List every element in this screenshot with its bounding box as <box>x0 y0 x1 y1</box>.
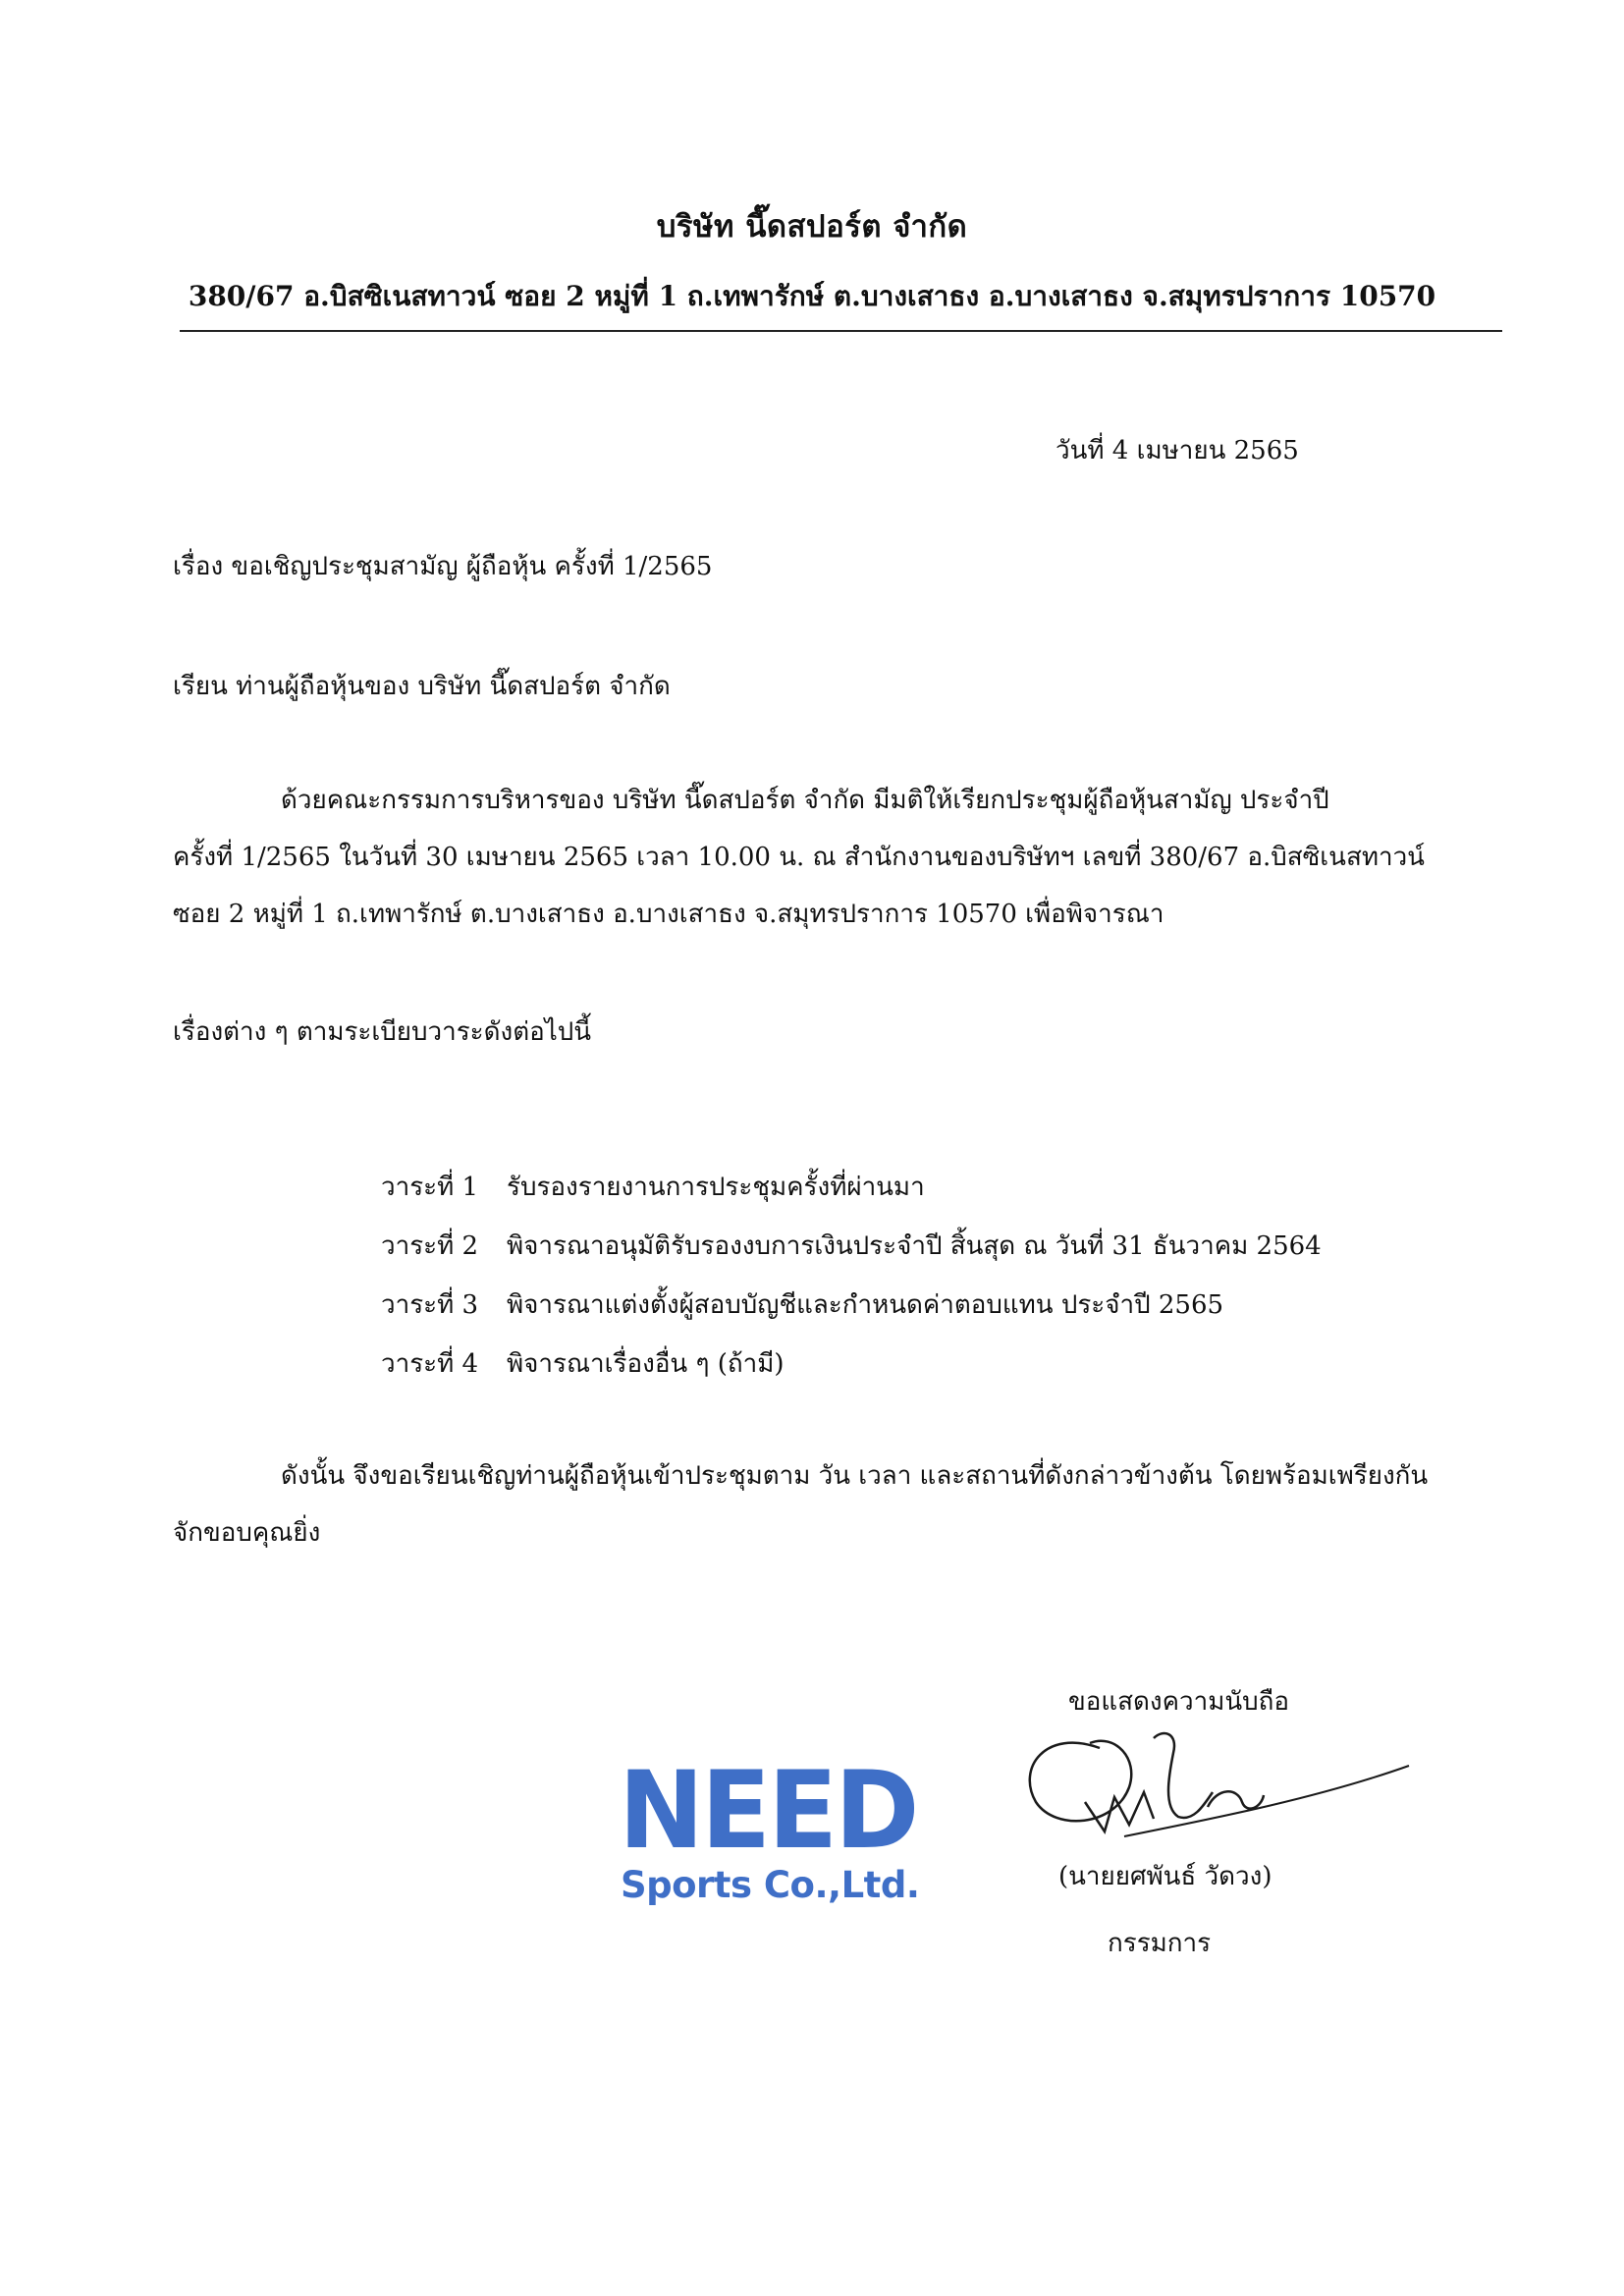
agenda-item-text: พิจารณาแต่งตั้งผู้สอบบัญชีและกำหนดค่าตอบแทน ประจำปี 2565 <box>507 1289 1224 1320</box>
body-line: ครั้งที่ 1/2565 ในวันที่ 30 เมษายน 2565 เวลา 10.00 น. ณ สำนักงานของบริษัทฯ เลขที่ 380/67 อ.บิสซิเนสทาวน์ <box>173 843 1425 872</box>
body-line: ซอย 2 หมู่ที่ 1 ถ.เทพารักษ์ ต.บางเสาธง อ.บางเสาธง จ.สมุทรปราการ 10570 เพื่อพิจารณา <box>173 900 1164 929</box>
agenda-item <box>381 1334 1322 1393</box>
agenda-item-text: พิจารณาอนุมัติรับรองงบการเงินประจำปี สิ้นสุด ณ วันที่ 31 ธันวาคม 2564 <box>507 1230 1322 1261</box>
closing-paragraph <box>173 1448 1498 1561</box>
body-line: ด้วยคณะกรรมการบริหารของ บริษัท นี๊ดสปอร์ต จำกัด มีมติให้เรียกประชุมผู้ถือหุ้นสามัญ ประจำปี <box>281 786 1329 815</box>
signer-name: (นายยศพันธ์ วัดวง) <box>1058 1862 1272 1891</box>
body-paragraph <box>173 772 1498 943</box>
company-address: 380/67 อ.บิสซิเนสทาวน์ ซอย 2 หมู่ที่ 1 ถ.เทพารักษ์ ต.บางเสาธง อ.บางเสาธง จ.สมุทรปราการ 10570 <box>188 280 1436 312</box>
header-divider <box>180 330 1502 332</box>
agenda-intro: เรื่องต่าง ๆ ตามระเบียบวาระดังต่อไปนี้ <box>173 1017 592 1047</box>
closing-line: จักขอบคุณยิ่ง <box>173 1518 321 1548</box>
logo-subtitle: Sports Co.,Ltd. <box>621 1864 920 1906</box>
agenda-item-text: พิจารณาเรื่องอื่น ๆ (ถ้ามี) <box>507 1348 785 1379</box>
agenda-list <box>381 1157 1322 1393</box>
agenda-item <box>381 1275 1322 1334</box>
logo-wordmark: NEED <box>619 1746 917 1874</box>
letter-subject: เรื่อง ขอเชิญประชุมสามัญ ผู้ถือหุ้น ครั้งที่ 1/2565 <box>173 552 713 581</box>
closing-line: ดังนั้น จึงขอเรียนเชิญท่านผู้ถือหุ้นเข้าประชุมตาม วัน เวลา และสถานที่ดังกล่าวข้างต้น โดยพร้อมเพรียงกัน <box>281 1461 1429 1491</box>
agenda-item-text: รับรองรายงานการประชุมครั้งที่ผ่านมา <box>507 1172 925 1202</box>
company-logo <box>619 1746 952 1952</box>
agenda-item <box>381 1216 1322 1275</box>
agenda-item-label: วาระที่ 4 <box>381 1348 479 1379</box>
closing-salutation: ขอแสดงความนับถือ <box>1068 1687 1289 1717</box>
agenda-item <box>381 1157 1322 1216</box>
agenda-item-label: วาระที่ 3 <box>381 1289 479 1320</box>
letter-date: วันที่ 4 เมษายน 2565 <box>1056 436 1299 465</box>
signature-mark <box>1006 1709 1419 1856</box>
company-name: บริษัท นี๊ดสปอร์ต จำกัด <box>656 209 968 245</box>
agenda-item-label: วาระที่ 1 <box>381 1172 479 1202</box>
agenda-item-label: วาระที่ 2 <box>381 1230 479 1261</box>
letter-salutation: เรียน ท่านผู้ถือหุ้นของ บริษัท นี๊ดสปอร์ต จำกัด <box>173 672 671 701</box>
signer-title: กรรมการ <box>1108 1929 1212 1958</box>
